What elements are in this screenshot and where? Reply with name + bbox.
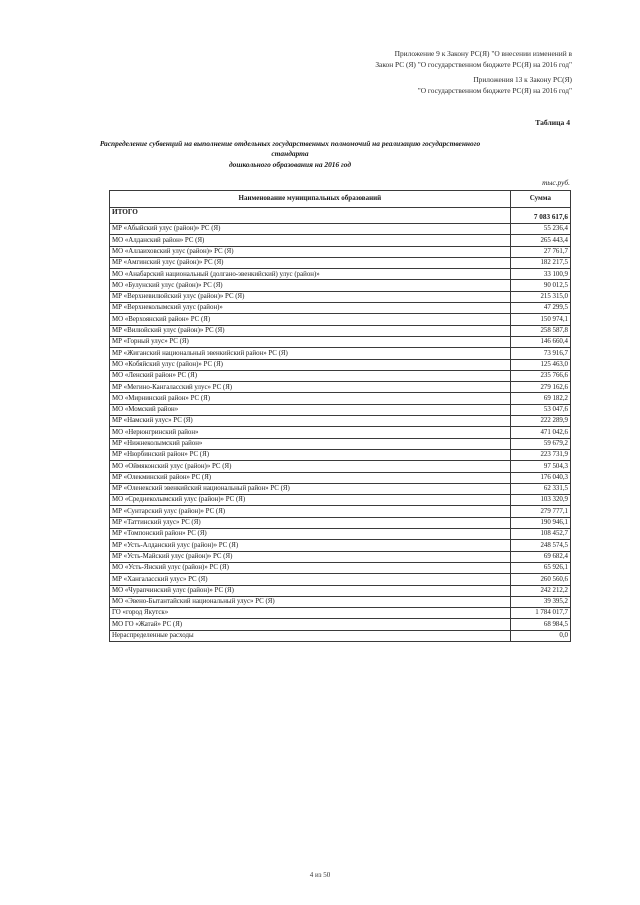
municipality-name: МО «Анабарский национальный (долгано-эвенкийский) улус (район)»: [110, 269, 511, 280]
table-row: [110, 461, 571, 472]
table-row: [110, 314, 571, 325]
table-row: [110, 257, 571, 268]
municipality-name: МР «Верхневилюйский улус (район)» РС (Я): [110, 291, 511, 302]
municipality-name: МР «Амгинский улус (район)» РС (Я): [110, 257, 511, 268]
total-row: [110, 208, 571, 224]
municipality-sum: 97 504,3: [510, 461, 570, 472]
municipality-name: МР «Хангаласский улус» РС (Я): [110, 574, 511, 585]
table-row: [110, 269, 571, 280]
municipality-sum: 53 047,6: [510, 404, 570, 415]
table-row: [110, 382, 571, 393]
municipality-sum: 27 761,7: [510, 246, 570, 257]
table-row: [110, 449, 571, 460]
municipality-sum: 190 946,1: [510, 517, 570, 528]
municipality-sum: 55 236,4: [510, 224, 570, 235]
table-row: [110, 551, 571, 562]
table-row: [110, 370, 571, 381]
municipality-name: МО «Булунский улус (район)» РС (Я): [110, 280, 511, 291]
table-row: [110, 359, 571, 370]
municipality-name: МО «Эвено-Бытантайский национальный улус» РС (Я): [110, 596, 511, 607]
document-title-line: дошкольного образования на 2016 год: [228, 159, 352, 169]
municipality-name: Нераспределенные расходы: [110, 630, 511, 641]
table-row: [110, 529, 571, 540]
table-row: [110, 348, 571, 359]
table-row: [110, 596, 571, 607]
table-number-label: Таблица 4: [535, 118, 570, 127]
table-row: [110, 246, 571, 257]
table-row: [110, 585, 571, 596]
municipality-name: МР «Усть-Майский улус (район)» РС (Я): [110, 551, 511, 562]
table-row: [110, 303, 571, 314]
appendix-header-line: Приложение 9 к Закону РС(Я) "О внесении изменений в: [394, 49, 572, 58]
municipality-name: МР «Сунтарский улус (район)» РС (Я): [110, 506, 511, 517]
table-row: [110, 427, 571, 438]
municipality-sum: 235 766,6: [510, 370, 570, 381]
subsidy-table: [109, 190, 571, 642]
municipality-name: МО «Верхоянский район» РС (Я): [110, 314, 511, 325]
municipality-name: МР «Нюрбинский район» РС (Я): [110, 449, 511, 460]
municipality-sum: 33 100,9: [510, 269, 570, 280]
table-row: [110, 438, 571, 449]
column-header-sum: Сумма: [510, 191, 570, 208]
municipality-sum: 125 463,0: [510, 359, 570, 370]
municipality-name: МР «Горный улус» РС (Я): [110, 336, 511, 347]
document-title-line: Распределение субвенций на выполнение отдельных государственных полномочий на реализацию государственного стандарта: [99, 139, 481, 159]
municipality-sum: 47 299,5: [510, 303, 570, 314]
table-row: [110, 540, 571, 551]
municipality-name: ГО «город Якутск»: [110, 608, 511, 619]
municipality-name: МО «Ленский район» РС (Я): [110, 370, 511, 381]
municipality-sum: 279 777,1: [510, 506, 570, 517]
table-row: [110, 235, 571, 246]
municipality-name: МР «Абыйский улус (район)» РС (Я): [110, 224, 511, 235]
municipality-name: МО «Усть-Янский улус (район)» РС (Я): [110, 562, 511, 573]
municipality-sum: 73 916,7: [510, 348, 570, 359]
municipality-name: МР «Усть-Алданский улус (район)» РС (Я): [110, 540, 511, 551]
municipality-name: МР «Таттинский улус» РС (Я): [110, 517, 511, 528]
table-row: [110, 416, 571, 427]
municipality-sum: 108 452,7: [510, 529, 570, 540]
municipality-sum: 265 443,4: [510, 235, 570, 246]
municipality-name: МР «Томпонский район» РС (Я): [110, 529, 511, 540]
municipality-sum: 242 212,2: [510, 585, 570, 596]
table-row: [110, 630, 571, 641]
municipality-name: МО «Мирнинский район» РС (Я): [110, 393, 511, 404]
municipality-sum: 258 587,8: [510, 325, 570, 336]
table-row: [110, 291, 571, 302]
appendix-header-9: [375, 49, 572, 70]
unit-label: тыс.руб.: [542, 178, 570, 187]
appendix-header-line: Приложения 13 к Закону РС(Я): [473, 75, 572, 84]
municipality-sum: 103 320,9: [510, 495, 570, 506]
table-row: [110, 619, 571, 630]
municipality-name: МО «Нерюнгринский район»: [110, 427, 511, 438]
page-number: 4 из 50: [309, 871, 331, 879]
municipality-sum: 62 331,5: [510, 483, 570, 494]
municipality-name: МР «Оленекский эвенкийский национальный район» РС (Я): [110, 483, 511, 494]
table-row: [110, 404, 571, 415]
municipality-sum: 59 679,2: [510, 438, 570, 449]
municipality-name: МО «Аллаиховский улус (район)» РС (Я): [110, 246, 511, 257]
table-row: [110, 506, 571, 517]
municipality-name: МР «Вилюйский улус (район)» РС (Я): [110, 325, 511, 336]
municipality-name: МО «Кобяйский улус (район)» РС (Я): [110, 359, 511, 370]
municipality-sum: 150 974,1: [510, 314, 570, 325]
table-row: [110, 336, 571, 347]
municipality-sum: 176 040,3: [510, 472, 570, 483]
appendix-header-13: [418, 75, 572, 96]
appendix-header-line: Закон РС (Я) "О государственном бюджете РС(Я) на 2016 год": [375, 59, 572, 69]
municipality-name: МО «Оймяконский улус (район)» РС (Я): [110, 461, 511, 472]
municipality-name: МО «Среднеколымский улус (район)» РС (Я): [110, 495, 511, 506]
table-row: [110, 393, 571, 404]
total-label: ИТОГО: [110, 208, 511, 224]
document-title: [84, 139, 496, 170]
municipality-sum: 248 574,5: [510, 540, 570, 551]
municipality-name: МР «Верхнеколымский улус (район)»: [110, 303, 511, 314]
table-header-row: [110, 191, 571, 208]
municipality-sum: 182 217,5: [510, 257, 570, 268]
municipality-name: МО «Момский район»: [110, 404, 511, 415]
table-row: [110, 562, 571, 573]
table-row: [110, 472, 571, 483]
table-row: [110, 483, 571, 494]
municipality-sum: 69 182,2: [510, 393, 570, 404]
municipality-sum: 146 660,4: [510, 336, 570, 347]
municipality-sum: 215 315,0: [510, 291, 570, 302]
municipality-sum: 65 926,1: [510, 562, 570, 573]
municipality-name: МО «Чурапчинский улус (район)» РС (Я): [110, 585, 511, 596]
municipality-sum: 90 012,5: [510, 280, 570, 291]
municipality-name: МР «Олекминский район» РС (Я): [110, 472, 511, 483]
municipality-name: МР «Намский улус» РС (Я): [110, 416, 511, 427]
table-row: [110, 574, 571, 585]
total-sum: 7 083 617,6: [510, 208, 570, 224]
municipality-sum: 222 289,9: [510, 416, 570, 427]
appendix-header-line: "О государственном бюджете РС(Я) на 2016 год": [417, 85, 572, 95]
table-row: [110, 224, 571, 235]
municipality-name: МР «Жиганский национальный эвенкийский район» РС (Я): [110, 348, 511, 359]
municipality-sum: 260 560,6: [510, 574, 570, 585]
municipality-name: МР «Мегино-Кангаласский улус» РС (Я): [110, 382, 511, 393]
table-row: [110, 495, 571, 506]
column-header-name: Наименование муниципальных образований: [110, 191, 511, 208]
municipality-name: МР «Нижнеколымский район»: [110, 438, 511, 449]
municipality-sum: 0,0: [510, 630, 570, 641]
municipality-name: МО ГО «Жатай» РС (Я): [110, 619, 511, 630]
municipality-sum: 223 731,9: [510, 449, 570, 460]
table-row: [110, 517, 571, 528]
municipality-sum: 68 984,5: [510, 619, 570, 630]
table-row: [110, 325, 571, 336]
municipality-sum: 471 042,6: [510, 427, 570, 438]
municipality-sum: 39 395,2: [510, 596, 570, 607]
municipality-sum: 69 682,4: [510, 551, 570, 562]
municipality-sum: 1 784 017,7: [510, 608, 570, 619]
municipality-sum: 279 162,6: [510, 382, 570, 393]
table-row: [110, 280, 571, 291]
municipality-name: МО «Алданский район» РС (Я): [110, 235, 511, 246]
table-row: [110, 608, 571, 619]
